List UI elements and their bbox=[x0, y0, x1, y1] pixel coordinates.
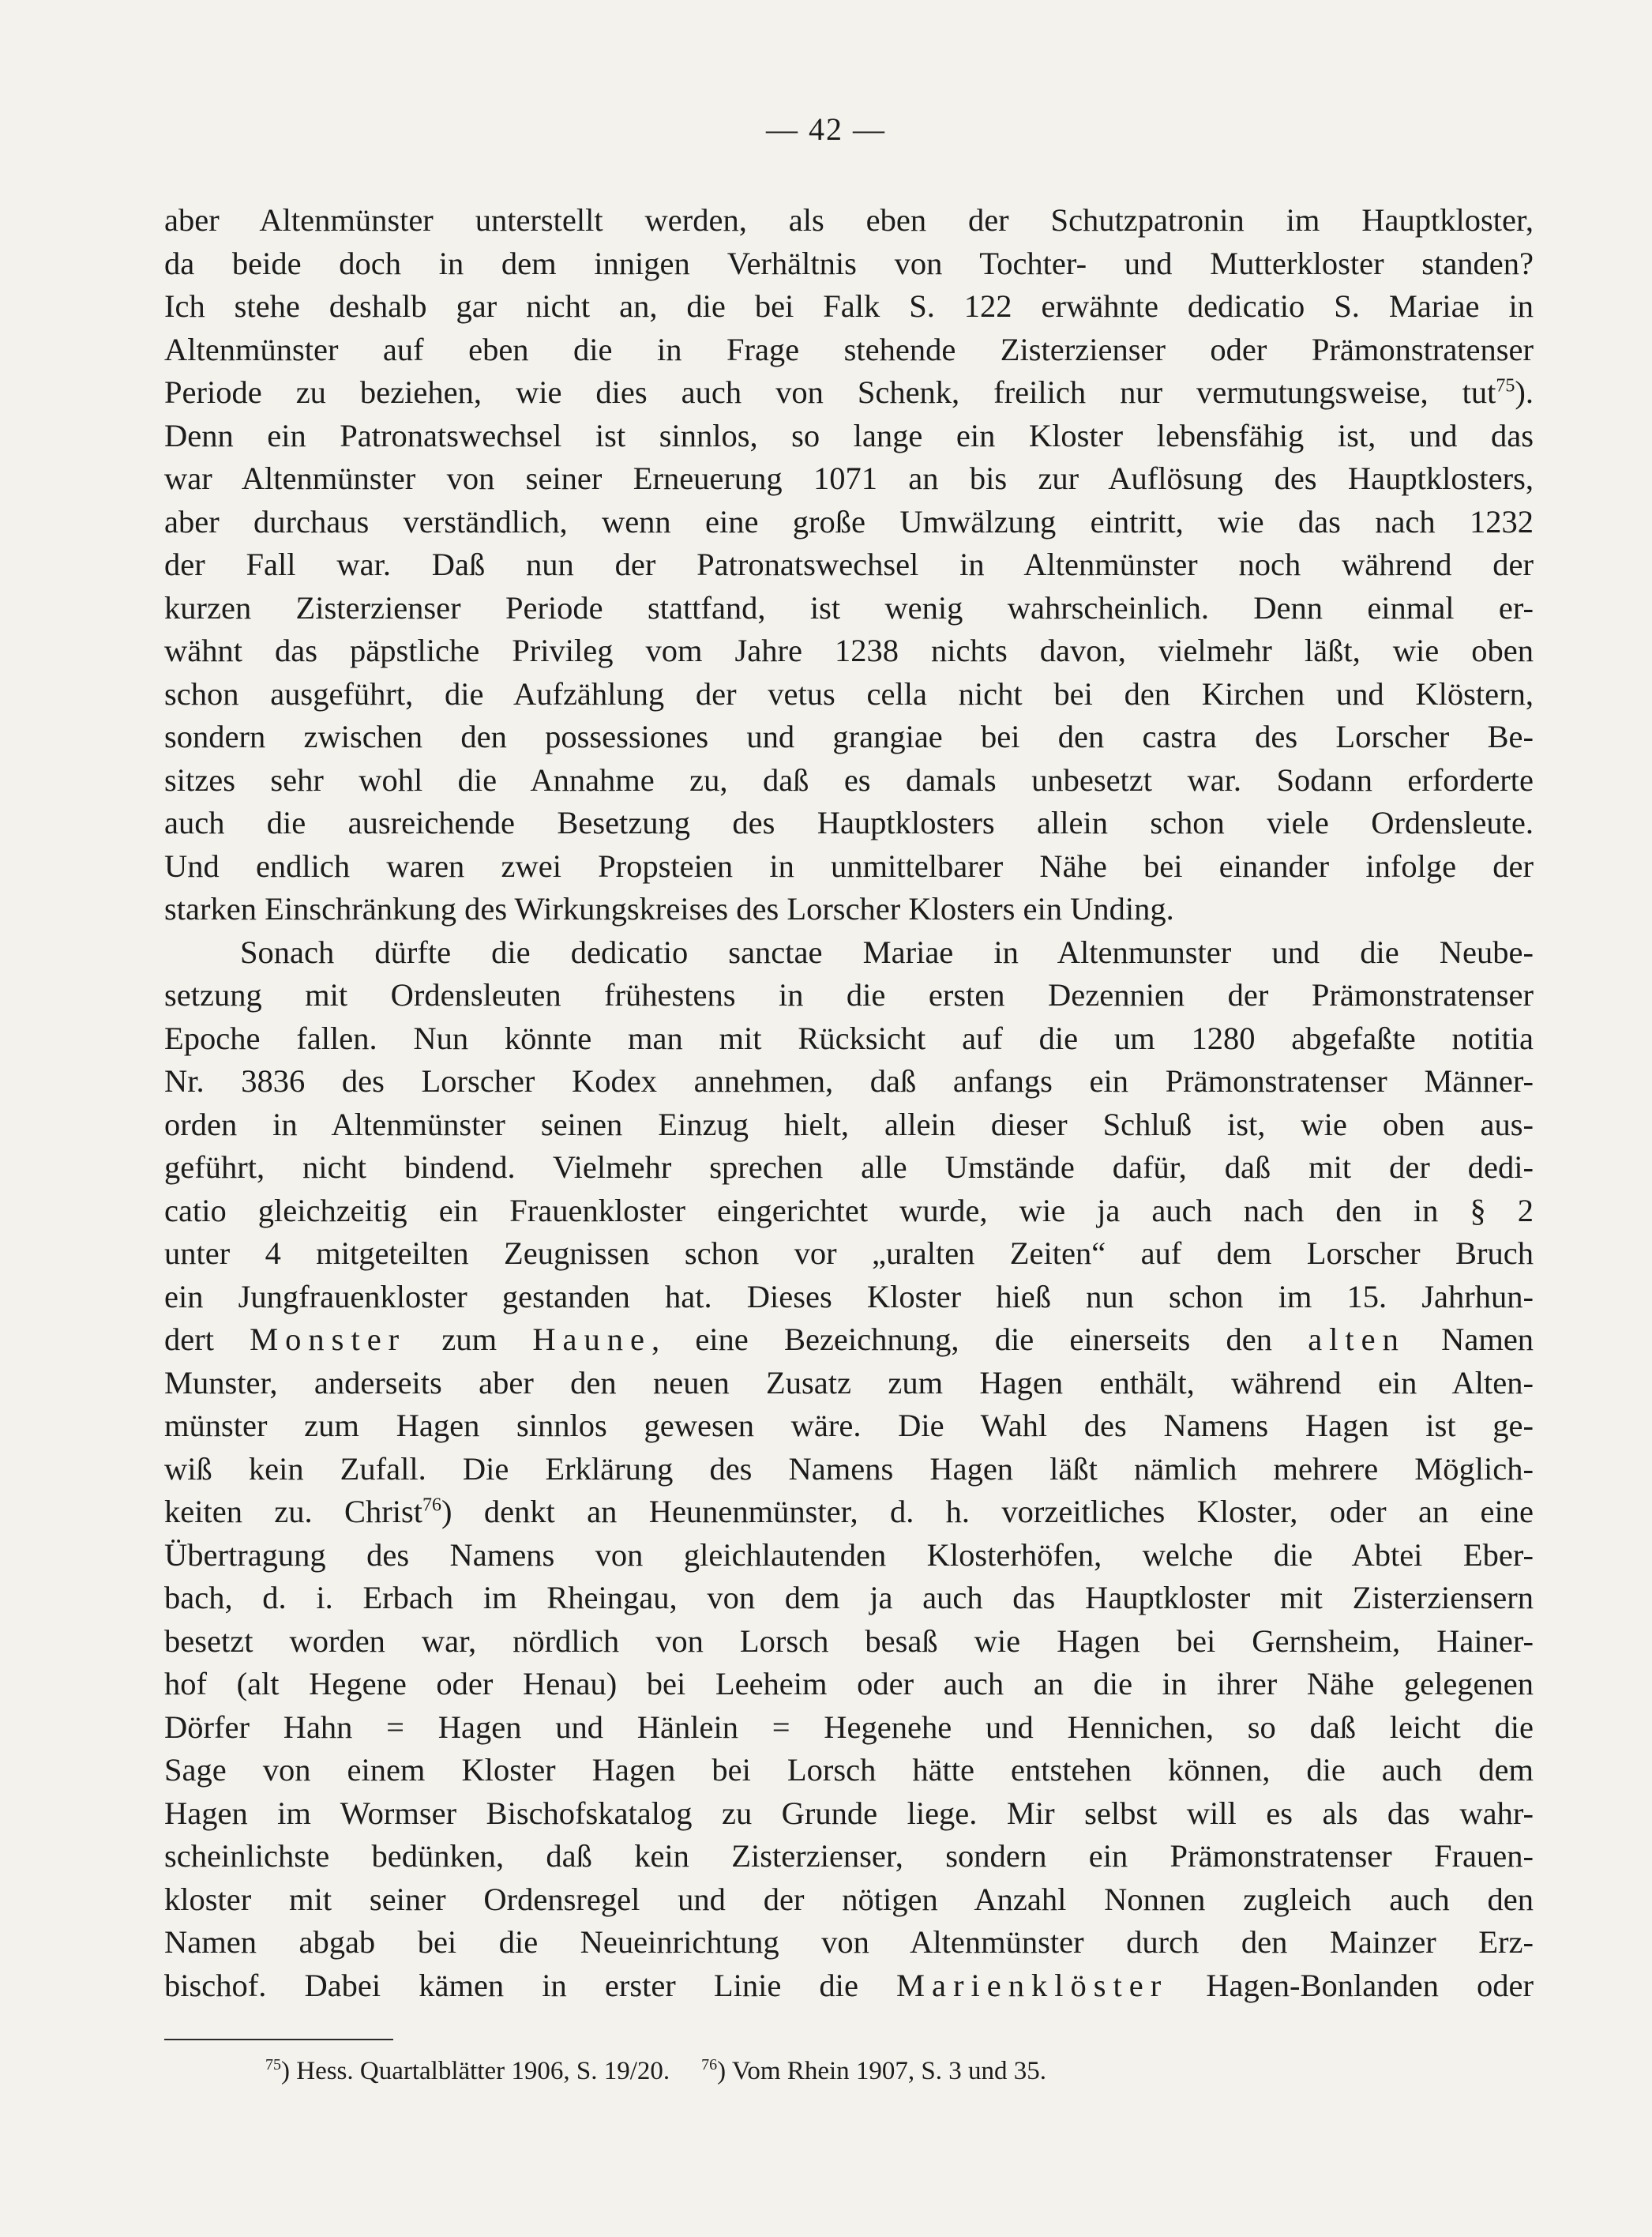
text-line: hof (alt Hegene oder Henau) bei Leeheim oder auch an die in ihrer Nähe gelegenen bbox=[164, 1666, 1534, 1701]
text-line: sondern zwischen den possessiones und grangiae bei den castra des Lorscher Be- bbox=[164, 719, 1534, 754]
text-line: Namen abgab bei die Neueinrichtung von Altenmünster durch den Mainzer Erz- bbox=[164, 1924, 1534, 1960]
text-line: Sage von einem Kloster Hagen bei Lorsch hätte entstehen können, die auch dem bbox=[164, 1752, 1534, 1788]
footnote-text: ) Vom Rhein 1907, S. 3 und 35. bbox=[717, 2057, 1046, 2085]
text-line: aber Altenmünster unterstellt werden, als eben der Schutzpatronin im Hauptkloster, bbox=[164, 202, 1534, 238]
footnote-text: ) Hess. Quartalblätter 1906, S. 19/20. bbox=[281, 2057, 670, 2085]
text-line bbox=[164, 1318, 1534, 1362]
text-line bbox=[164, 1964, 1534, 2008]
footnote-number: 76 bbox=[701, 2056, 718, 2073]
text-line: Nr. 3836 des Lorscher Kodex annehmen, daß anfangs ein Prämonstratenser Männer- bbox=[164, 1063, 1534, 1099]
text-line: wiß kein Zufall. Die Erklärung des Namens Hagen läßt nämlich mehrere Möglich- bbox=[164, 1450, 1534, 1487]
page-number: — 42 — bbox=[766, 111, 886, 147]
text-line: scheinlichste bedünken, daß kein Zisterzienser, sondern ein Prämonstratenser Frauen- bbox=[164, 1838, 1534, 1874]
text-line: kurzen Zisterzienser Periode stattfand, ist wenig wahrscheinlich. Denn einmal er- bbox=[164, 589, 1534, 626]
text-fragment: zum bbox=[441, 1322, 497, 1357]
text-line: setzung mit Ordensleuten frühestens in die ersten Dezennien der Prämonstratenser bbox=[164, 977, 1534, 1013]
spaced-word: Haune bbox=[532, 1322, 652, 1357]
body-text bbox=[164, 199, 1534, 2007]
text-fragment: ) denkt an Heunenmünster, d. h. vorzeitliches Kloster, oder an eine bbox=[441, 1494, 1534, 1529]
text-fragment: dert bbox=[164, 1322, 214, 1357]
text-line: Epoche fallen. Nun könnte man mit Rücksicht auf die um 1280 abgefaßte notitia bbox=[164, 1020, 1534, 1056]
text-line: Denn ein Patronatswechsel ist sinnlos, so lange ein Kloster lebensfähig ist, und das bbox=[164, 417, 1534, 453]
text-line: Hagen im Wormser Bischofskatalog zu Grunde liege. Mir selbst will es als das wahr- bbox=[164, 1795, 1534, 1831]
text-line: ein Jungfrauenkloster gestanden hat. Dieses Kloster hieß nun schon im 15. Jahrhun- bbox=[164, 1278, 1534, 1314]
text-line: aber durchaus verständlich, wenn eine große Umwälzung eintritt, wie das nach 1232 bbox=[164, 503, 1534, 540]
text-line bbox=[164, 1491, 1534, 1534]
text-fragment: Periode zu beziehen, wie dies auch von Schenk, freilich nur vermutungsweise, tut bbox=[164, 374, 1496, 410]
text-line: orden in Altenmünster seinen Einzug hielt, allein dieser Schluß ist, wie oben aus- bbox=[164, 1106, 1534, 1142]
text-line: unter 4 mitgeteilten Zeugnissen schon vor „uralten Zeiten“ auf dem Lorscher Bruch bbox=[164, 1235, 1534, 1271]
text-line: auch die ausreichende Besetzung des Hauptklosters allein schon viele Ordensleute. bbox=[164, 805, 1534, 840]
text-line: catio gleichzeitig ein Frauenkloster eingerichtet wurde, wie ja auch nach den in § 2 bbox=[164, 1192, 1534, 1228]
text-fragment: Hagen-Bonlanden oder bbox=[1206, 1967, 1534, 2003]
text-line: Munster, anderseits aber den neuen Zusatz zum Hagen enthält, während ein Alten- bbox=[164, 1364, 1534, 1400]
spaced-word: Monster bbox=[250, 1322, 407, 1357]
text-line: Dörfer Hahn = Hagen und Hänlein = Hegenehe und Hennichen, so daß leicht die bbox=[164, 1709, 1534, 1745]
footnotes bbox=[265, 2051, 1046, 2092]
spaced-word: alten bbox=[1308, 1322, 1406, 1357]
text-fragment: ). bbox=[1515, 374, 1534, 410]
text-fragment: keiten zu. Christ bbox=[164, 1494, 422, 1529]
spaced-word: Marienklöster bbox=[896, 1967, 1169, 2003]
text-line: Ich stehe deshalb gar nicht an, die bei Falk S. 122 erwähnte dedicatio S. Mariae in bbox=[164, 288, 1534, 324]
footnote-divider bbox=[164, 2039, 393, 2040]
text-line: Übertragung des Namens von gleichlautenden Klosterhöfen, welche die Abtei Eber- bbox=[164, 1536, 1534, 1573]
text-fragment: , eine Bezeichnung, die einerseits den bbox=[651, 1322, 1272, 1357]
footnote-ref-75: 75 bbox=[1496, 375, 1515, 397]
text-fragment: bischof. Dabei kämen in erster Linie die bbox=[164, 1967, 858, 2003]
text-line: geführt, nicht bindend. Vielmehr sprechen alle Umstände dafür, daß mit der dedi- bbox=[164, 1149, 1534, 1185]
footnote-number: 75 bbox=[265, 2056, 281, 2073]
text-line: bach, d. i. Erbach im Rheingau, von dem ja auch das Hauptkloster mit Zisterziensern bbox=[164, 1580, 1534, 1615]
text-line: schon ausgeführt, die Aufzählung der vetus cella nicht bei den Kirchen und Klöstern, bbox=[164, 675, 1534, 712]
text-line: kloster mit seiner Ordensregel und der nötigen Anzahl Nonnen zugleich auch den bbox=[164, 1881, 1534, 1917]
text-line: Altenmünster auf eben die in Frage stehende Zisterzienser oder Prämonstratenser bbox=[164, 331, 1534, 367]
paragraph-first-line: Sonach dürfte die dedicatio sanctae Mariae in Altenmunster und die Neube- bbox=[240, 934, 1534, 970]
footnote-ref-76: 76 bbox=[422, 1494, 441, 1516]
text-line bbox=[164, 371, 1534, 415]
text-line: war Altenmünster von seiner Erneuerung 1071 an bis zur Auflösung des Hauptklosters, bbox=[164, 461, 1534, 496]
text-line: der Fall war. Daß nun der Patronatswechsel in Altenmünster noch während der bbox=[164, 547, 1534, 582]
footnote-76 bbox=[701, 2057, 1046, 2085]
text-line: starken Einschränkung des Wirkungskreises des Lorscher Klosters ein Unding. bbox=[164, 891, 1174, 927]
text-line: wähnt das päpstliche Privileg vom Jahre 1238 nichts davon, vielmehr läßt, wie oben bbox=[164, 633, 1534, 668]
footnote-75 bbox=[265, 2057, 670, 2085]
text-fragment: Namen bbox=[1441, 1322, 1534, 1357]
text-line: da beide doch in dem innigen Verhältnis von Tochter- und Mutterkloster standen? bbox=[164, 245, 1534, 281]
text-line: sitzes sehr wohl die Annahme zu, daß es damals unbesetzt war. Sodann erforderte bbox=[164, 761, 1534, 798]
text-line: Und endlich waren zwei Propsteien in unmittelbarer Nähe bei einander infolge der bbox=[164, 848, 1534, 884]
text-line: besetzt worden war, nördlich von Lorsch besaß wie Hagen bei Gernsheim, Hainer- bbox=[164, 1622, 1534, 1659]
text-line: münster zum Hagen sinnlos gewesen wäre. Die Wahl des Namens Hagen ist ge- bbox=[164, 1408, 1534, 1443]
